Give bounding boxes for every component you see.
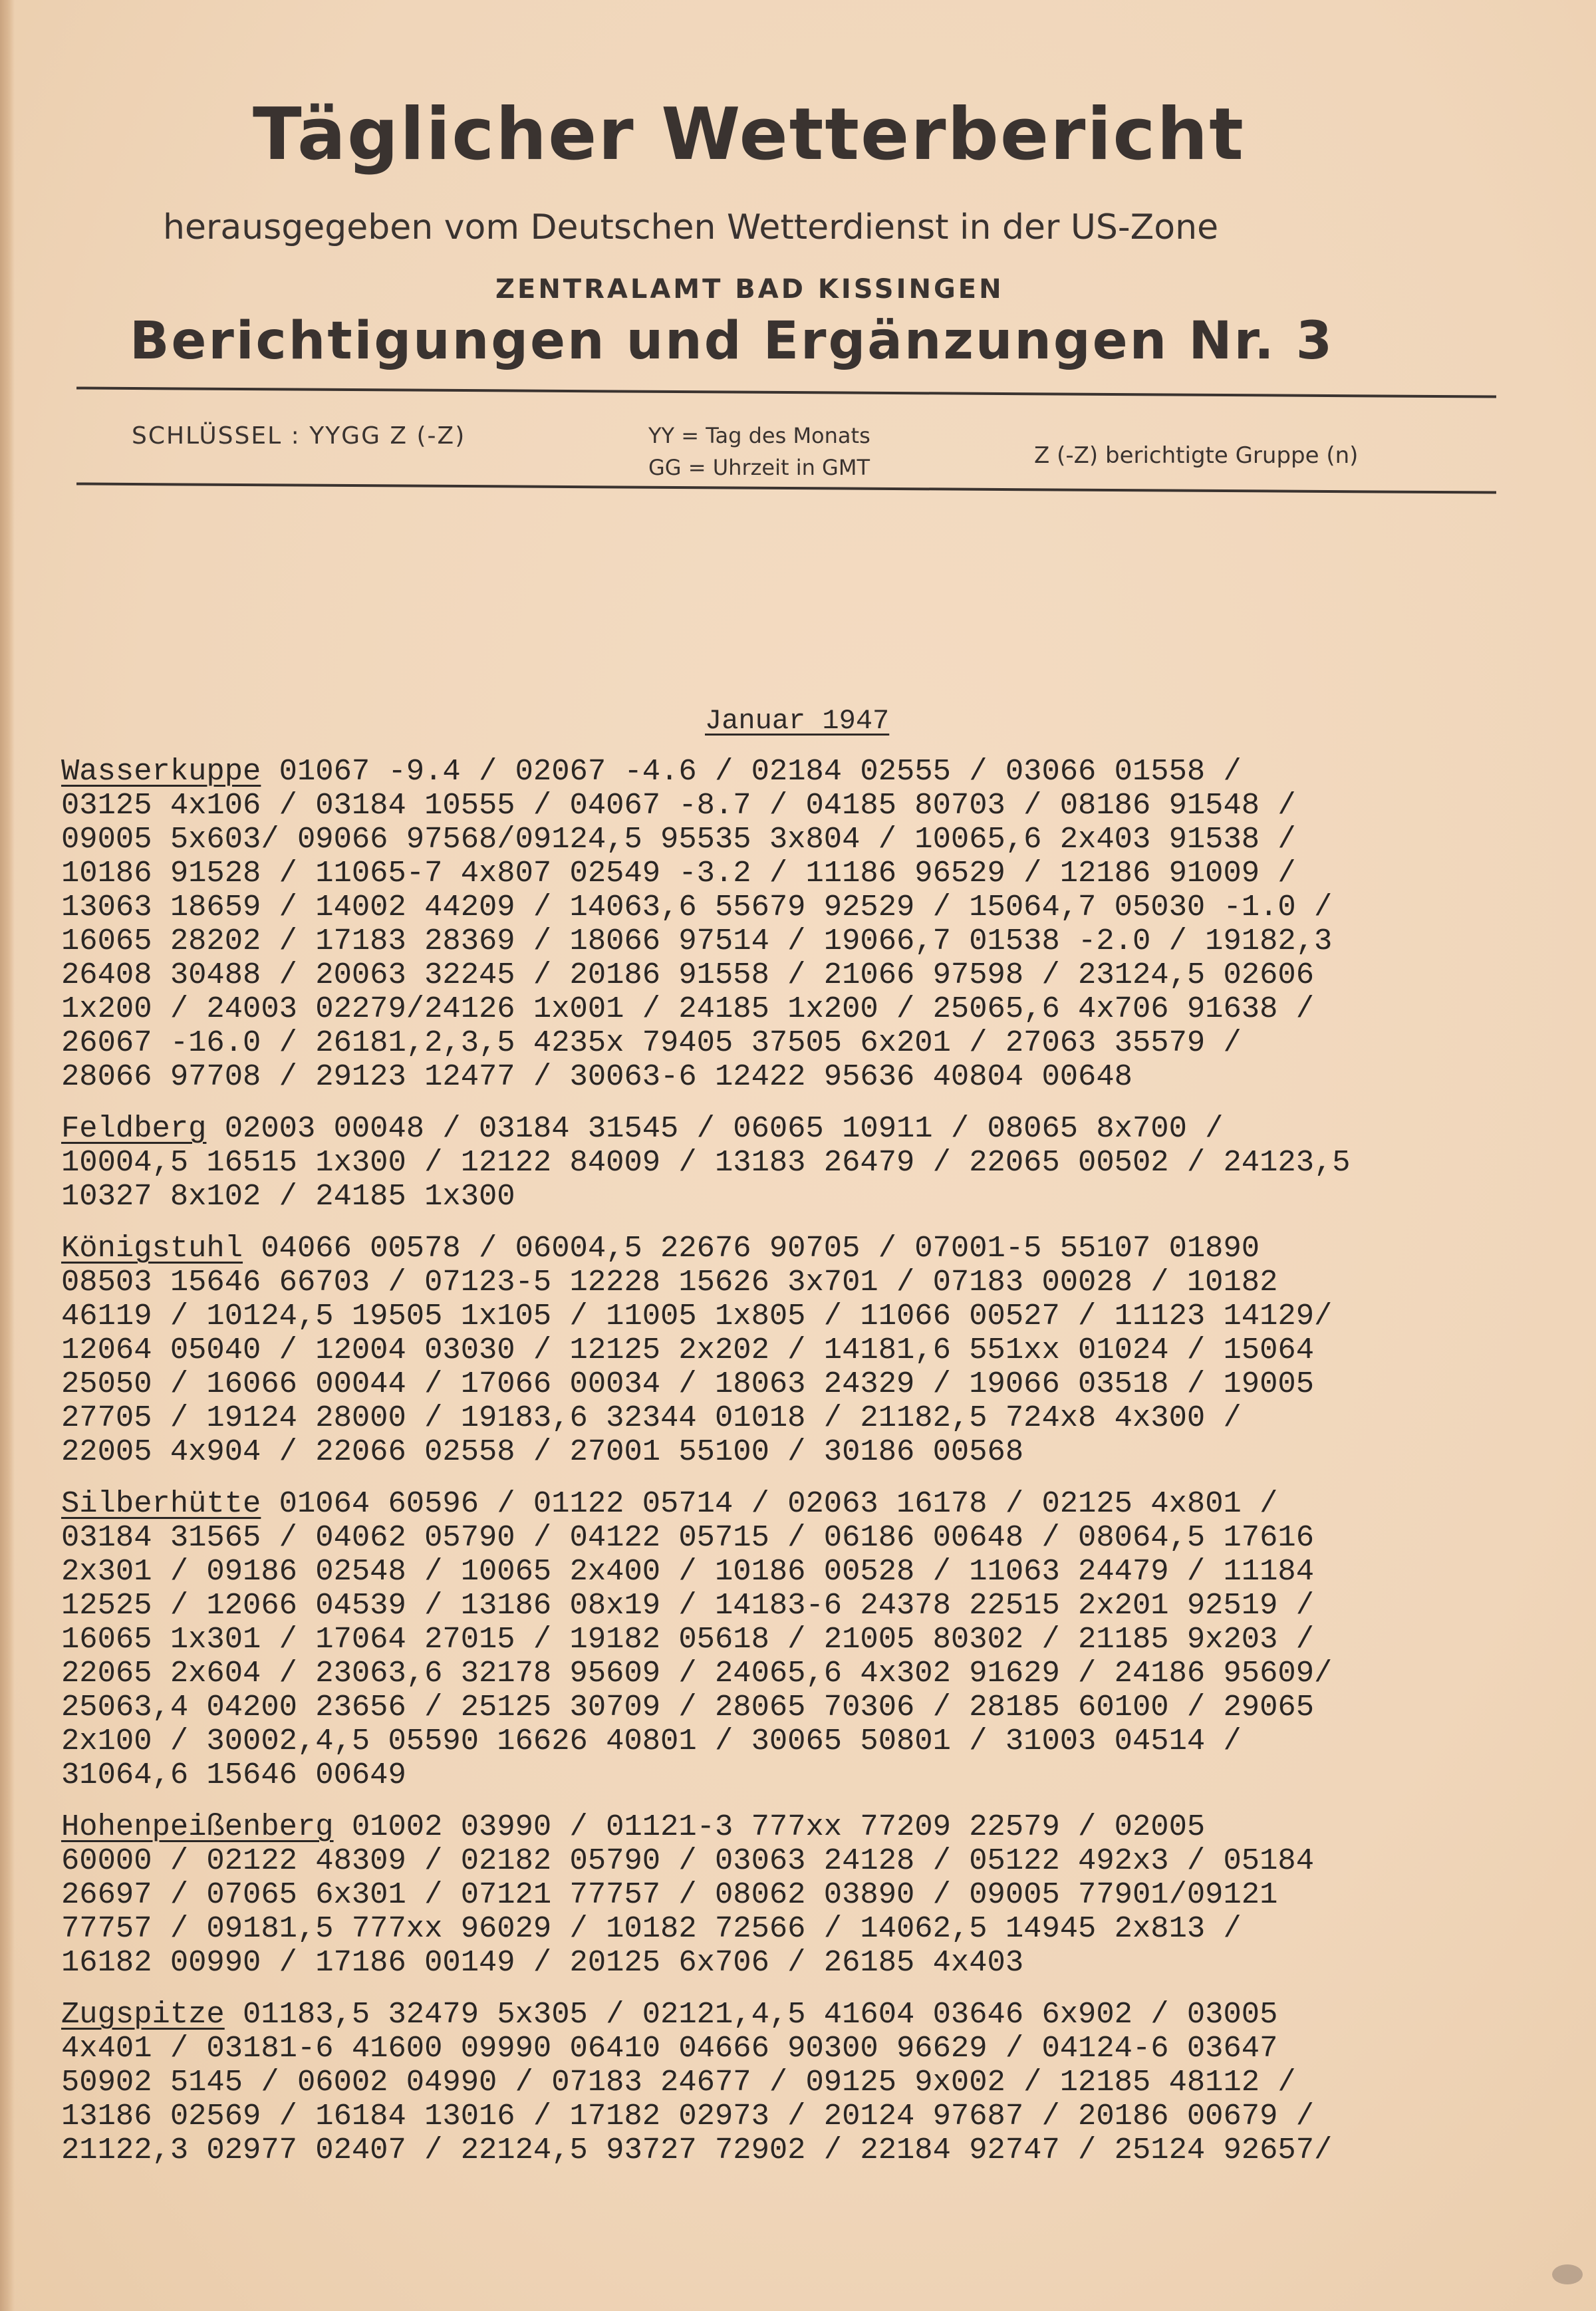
station-line-text: 26697 / 07065 6x301 / 07121 77757 / 08062 03890 / 09005 77901/09121 <box>61 1877 1278 1912</box>
station-line-text: 25063,4 04200 23656 / 25125 30709 / 28065 70306 / 28185 60100 / 29065 <box>61 1690 1315 1724</box>
station-line-text: 31064,6 15646 00649 <box>61 1758 406 1792</box>
station-name: Hohenpeißenberg <box>61 1810 334 1844</box>
station-line <box>61 1401 1591 1435</box>
station-line-text: 22005 4x904 / 22066 02558 / 27001 55100 / 30186 00568 <box>61 1434 1024 1469</box>
key-z: Z (-Z) berichtigte Gruppe (n) <box>1034 442 1359 469</box>
station-block <box>61 1998 1591 2167</box>
station-line <box>61 1521 1591 1555</box>
station-line <box>61 1299 1591 1333</box>
station-line-text: 01064 60596 / 01122 05714 / 02063 16178 / 02125 4x801 / <box>261 1486 1278 1521</box>
station-line-text: 28066 97708 / 29123 12477 / 30063-6 12422 95636 40804 00648 <box>61 1059 1132 1094</box>
station-line <box>61 992 1591 1026</box>
station-line <box>61 1266 1591 1299</box>
station-line-text: 2x100 / 30002,4,5 05590 16626 40801 / 30065 50801 / 31003 04514 / <box>61 1724 1242 1758</box>
station-line-text: 02003 00048 / 03184 31545 / 06065 10911 / 08065 8x700 / <box>206 1111 1224 1146</box>
station-line-text: 2x301 / 09186 02548 / 10065 2x400 / 10186 00528 / 11063 24479 / 11184 <box>61 1554 1315 1589</box>
key-yy: YY = Tag des Monats <box>648 423 870 448</box>
station-block <box>61 755 1591 1094</box>
station-line-text: 25050 / 16066 00044 / 17066 00034 / 18063 24329 / 19066 03518 / 19005 <box>61 1367 1315 1401</box>
station-line <box>61 1758 1591 1792</box>
station-line-text: 01183,5 32479 5x305 / 02121,4,5 41604 03646 6x902 / 03005 <box>224 1997 1278 2032</box>
station-line <box>61 789 1591 823</box>
station-block <box>61 1810 1591 1980</box>
station-line <box>61 1998 1591 2032</box>
station-line <box>61 1878 1591 1912</box>
station-line <box>61 1487 1591 1521</box>
document-title: Täglicher Wetterbericht <box>253 93 1245 176</box>
station-name: Königstuhl <box>61 1231 243 1266</box>
station-line <box>61 2100 1591 2133</box>
station-line-text: 10186 91528 / 11065-7 4x807 02549 -3.2 / 11186 96529 / 12186 91009 / <box>61 856 1296 890</box>
station-line <box>61 1367 1591 1401</box>
station-line-text: 12525 / 12066 04539 / 13186 08x19 / 14183-6 24378 22515 2x201 92519 / <box>61 1588 1315 1623</box>
station-line-text: 4x401 / 03181-6 41600 09990 06410 04666 90300 96629 / 04124-6 03647 <box>61 2031 1278 2066</box>
document-subtitle: herausgegeben vom Deutschen Wetterdienst in der US-Zone <box>163 207 1219 247</box>
header-rule-top <box>76 386 1496 398</box>
station-line-text: 01002 03990 / 01121-3 777xx 77209 22579 / 02005 <box>333 1810 1206 1844</box>
station-corrections <box>61 755 1591 2185</box>
station-line-text: 26067 -16.0 / 26181,2,3,5 4235x 79405 37505 6x201 / 27063 35579 / <box>61 1025 1242 1060</box>
station-line-text: 01067 -9.4 / 02067 -4.6 / 02184 02555 / 03066 01558 / <box>261 754 1242 789</box>
station-line <box>61 1555 1591 1589</box>
station-line <box>61 1435 1591 1469</box>
station-line-text: 09005 5x603/ 09066 97568/09124,5 95535 3x804 / 10065,6 2x403 91538 / <box>61 822 1296 857</box>
station-line-text: 60000 / 02122 48309 / 02182 05790 / 03063 24128 / 05122 492x3 / 05184 <box>61 1843 1315 1878</box>
station-line <box>61 1112 1591 1146</box>
station-line <box>61 1912 1591 1946</box>
station-line-text: 03184 31565 / 04062 05790 / 04122 05715 / 06186 00648 / 08064,5 17616 <box>61 1520 1315 1555</box>
station-line <box>61 2066 1591 2100</box>
station-line <box>61 1724 1591 1758</box>
station-line <box>61 924 1591 958</box>
station-line-text: 22065 2x604 / 23063,6 32178 95609 / 24065,6 4x302 91629 / 24186 95609/ <box>61 1656 1333 1691</box>
station-line-text: 10004,5 16515 1x300 / 12122 84009 / 13183 26479 / 22065 00502 / 24123,5 <box>61 1145 1351 1180</box>
station-name: Silberhütte <box>61 1486 261 1521</box>
station-line-text: 21122,3 02977 02407 / 22124,5 93727 72902 / 22184 92747 / 25124 92657/ <box>61 2133 1333 2167</box>
station-line <box>61 1146 1591 1180</box>
station-line <box>61 1180 1591 1214</box>
station-line-text: 1x200 / 24003 02279/24126 1x001 / 24185 1x200 / 25065,6 4x706 91638 / <box>61 992 1315 1026</box>
header-rule-bottom <box>76 482 1496 493</box>
station-line-text: 13186 02569 / 16184 13016 / 17182 02973 / 20124 97687 / 20186 00679 / <box>61 2099 1315 2133</box>
station-line <box>61 1060 1591 1094</box>
station-line-text: 27705 / 19124 28000 / 19183,6 32344 01018 / 21182,5 724x8 4x300 / <box>61 1401 1242 1435</box>
station-line-text: 16065 1x301 / 17064 27015 / 19182 05618 / 21005 80302 / 21185 9x203 / <box>61 1622 1315 1657</box>
station-line-text: 16182 00990 / 17186 00149 / 20125 6x706 / 26185 4x403 <box>61 1945 1024 1980</box>
station-line <box>61 1657 1591 1691</box>
station-line-text: 50902 5145 / 06002 04990 / 07183 24677 / 09125 9x002 / 12185 48112 / <box>61 2065 1296 2100</box>
station-line-text: 10327 8x102 / 24185 1x300 <box>61 1179 515 1214</box>
page-spine <box>0 0 15 2311</box>
station-line <box>61 1333 1591 1367</box>
station-line <box>61 823 1591 857</box>
station-name: Feldberg <box>61 1111 207 1146</box>
station-line-text: 16065 28202 / 17183 28369 / 18066 97514 / 19066,7 01538 -2.0 / 19182,3 <box>61 924 1333 958</box>
station-line-text: 08503 15646 66703 / 07123-5 12228 15626 3x701 / 07183 00028 / 10182 <box>61 1265 1278 1299</box>
station-line-text: 04066 00578 / 06004,5 22676 90705 / 07001-5 55107 01890 <box>243 1231 1260 1266</box>
station-line <box>61 857 1591 890</box>
station-line <box>61 1844 1591 1878</box>
station-line-text: 13063 18659 / 14002 44209 / 14063,6 55679 92529 / 15064,7 05030 -1.0 / <box>61 890 1333 924</box>
station-line <box>61 2032 1591 2066</box>
issuing-office: ZENTRALAMT BAD KISSINGEN <box>495 274 1004 305</box>
station-line-text: 77757 / 09181,5 777xx 96029 / 10182 72566 / 14062,5 14945 2x813 / <box>61 1911 1242 1946</box>
station-line <box>61 2133 1591 2167</box>
paper-stain <box>1552 2264 1583 2284</box>
station-block <box>61 1487 1591 1792</box>
station-line <box>61 1946 1591 1980</box>
station-name: Wasserkuppe <box>61 754 261 789</box>
key-code: SCHLÜSSEL : YYGG Z (-Z) <box>132 422 466 450</box>
station-line-text: 26408 30488 / 20063 32245 / 20186 91558 / 21066 97598 / 23124,5 02606 <box>61 958 1315 992</box>
station-line-text: 46119 / 10124,5 19505 1x105 / 11005 1x805 / 11066 00527 / 11123 14129/ <box>61 1299 1333 1333</box>
key-gg: GG = Uhrzeit in GMT <box>648 455 870 480</box>
station-line <box>61 1232 1591 1266</box>
station-block <box>61 1112 1591 1214</box>
station-line <box>61 890 1591 924</box>
station-line <box>61 1810 1591 1844</box>
station-name: Zugspitze <box>61 1997 225 2032</box>
corrections-heading: Berichtigungen und Ergänzungen Nr. 3 <box>130 311 1335 371</box>
station-line-text: 12064 05040 / 12004 03030 / 12125 2x202 / 14181,6 551xx 01024 / 15064 <box>61 1333 1315 1367</box>
station-line <box>61 755 1591 789</box>
station-line <box>61 1026 1591 1060</box>
station-line <box>61 1623 1591 1657</box>
month-heading: Januar 1947 <box>705 705 890 737</box>
station-line-text: 03125 4x106 / 03184 10555 / 04067 -8.7 / 04185 80703 / 08186 91548 / <box>61 788 1296 823</box>
station-line <box>61 1691 1591 1724</box>
station-line <box>61 958 1591 992</box>
station-block <box>61 1232 1591 1469</box>
station-line <box>61 1589 1591 1623</box>
